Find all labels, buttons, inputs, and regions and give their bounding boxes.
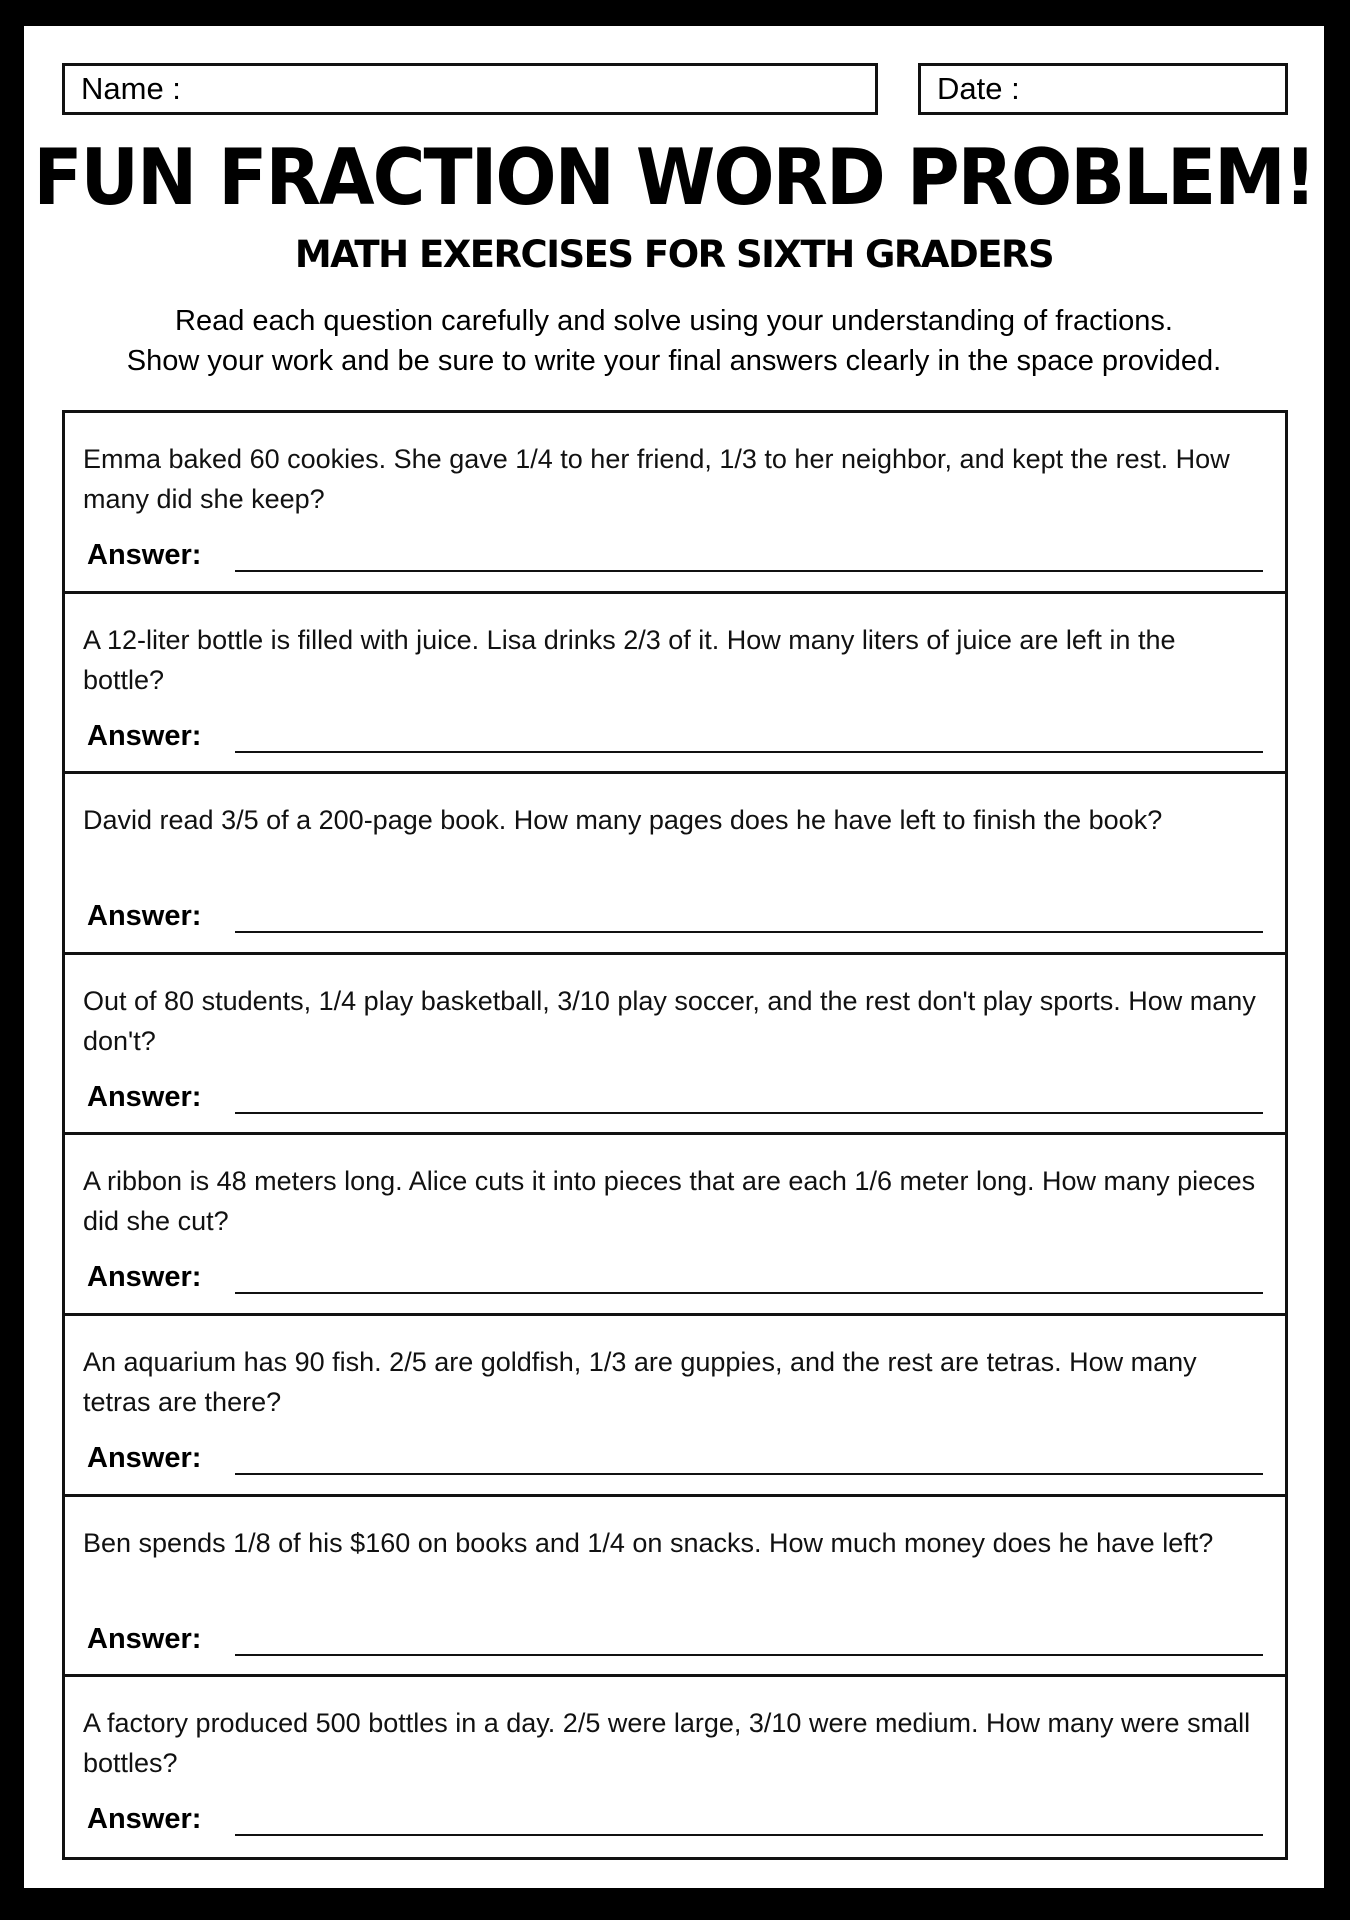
instructions (24, 301, 1324, 381)
problem-8 (65, 1677, 1285, 1858)
answer-line[interactable] (235, 1654, 1263, 1656)
answer-line[interactable] (235, 751, 1263, 753)
question-text: David read 3/5 of a 200-page book. How many pages does he have left to finish the book? (83, 805, 1163, 836)
instructions-line-2: Show your work and be sure to write your final answers clearly in the space provided. (126, 345, 1222, 377)
problem-1 (65, 413, 1285, 594)
answer-label: Answer: (87, 1441, 202, 1474)
answer-line[interactable] (235, 1473, 1263, 1475)
answer-line[interactable] (235, 1292, 1263, 1294)
name-field[interactable] (62, 63, 878, 115)
answer-label: Answer: (87, 1622, 202, 1655)
answer-line[interactable] (235, 570, 1263, 572)
date-label: Date : (937, 71, 1020, 106)
answer-label: Answer: (87, 1261, 202, 1294)
question-text: Out of 80 students, 1/4 play basketball, 3/10 play soccer, and the rest don't play sports. How many don't? (83, 985, 1256, 1056)
question-text: Ben spends 1/8 of his $160 on books and 1/4 on snacks. How much money does he have left? (83, 1527, 1214, 1558)
answer-label: Answer: (87, 1080, 202, 1113)
problem-5 (65, 1135, 1285, 1316)
answer-line[interactable] (235, 1112, 1263, 1114)
problem-4 (65, 955, 1285, 1136)
answer-label: Answer: (87, 1803, 202, 1836)
answer-line[interactable] (235, 1834, 1263, 1836)
instructions-line-1: Read each question carefully and solve using your understanding of fractions. (175, 305, 1173, 337)
worksheet-page (24, 26, 1324, 1888)
problem-7 (65, 1497, 1285, 1678)
answer-label: Answer: (87, 900, 202, 933)
question-text: Emma baked 60 cookies. She gave 1/4 to her friend, 1/3 to her neighbor, and kept the rest. How many did she keep? (83, 444, 1230, 514)
question-text: A factory produced 500 bottles in a day. 2/5 were large, 3/10 were medium. How many were small bottles? (83, 1708, 1251, 1779)
worksheet-subtitle: MATH EXERCISES FOR SIXTH GRADERS (294, 233, 1054, 276)
question-text: A 12-liter bottle is filled with juice. Lisa drinks 2/3 of it. How many liters of juice are left in the bottle? (83, 624, 1176, 695)
problem-3 (65, 774, 1285, 955)
problems-table (62, 410, 1288, 1860)
question-text: A ribbon is 48 meters long. Alice cuts it into pieces that are each 1/6 meter long. How many pieces did she cut? (83, 1166, 1256, 1237)
answer-line[interactable] (235, 931, 1263, 933)
answer-label: Answer: (87, 719, 202, 752)
problem-2 (65, 594, 1285, 775)
date-field[interactable] (918, 63, 1288, 115)
answer-label: Answer: (87, 539, 202, 571)
question-text: An aquarium has 90 fish. 2/5 are goldfish, 1/3 are guppies, and the rest are tetras. How many tetras are there? (83, 1346, 1197, 1417)
worksheet-title: FUN FRACTION WORD PROBLEM! (33, 131, 1315, 223)
problem-6 (65, 1316, 1285, 1497)
name-label: Name : (81, 71, 181, 106)
